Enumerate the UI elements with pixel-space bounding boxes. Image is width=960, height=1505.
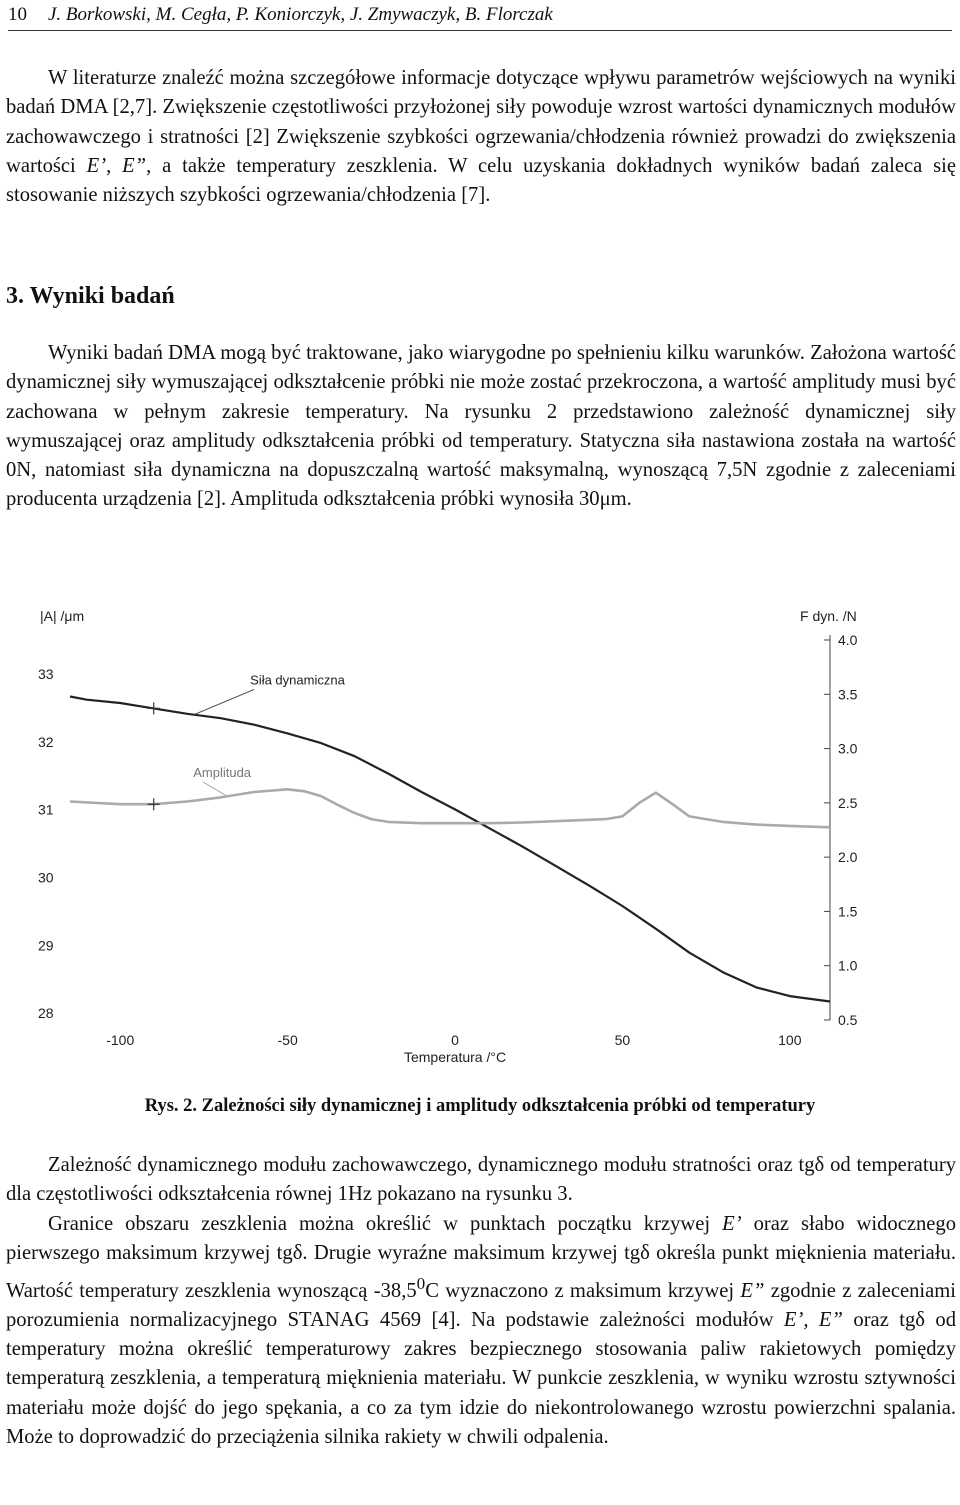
annotation-leader — [203, 782, 227, 796]
symbol-e-double-prime: E” — [740, 1279, 765, 1302]
annotation-leader — [194, 689, 254, 714]
y-right-tick-label: 2.0 — [838, 849, 858, 866]
x-tick-label: -100 — [106, 1032, 135, 1048]
y-left-axis-label: |A| /μm — [40, 608, 85, 624]
series-line-amplituda — [70, 789, 830, 827]
y-right-axis-label: F dyn. /N — [800, 608, 857, 624]
y-right-tick-label: 4.0 — [838, 632, 858, 648]
y-right-tick-label: 1.0 — [838, 957, 858, 974]
x-tick-label: 50 — [614, 1032, 631, 1048]
annotation-label: Amplituda — [193, 765, 252, 781]
symbol-e-prime: E’ — [722, 1213, 742, 1235]
annotation-label: Siła dynamiczna — [250, 672, 345, 688]
degree-superscript: 0 — [416, 1273, 426, 1293]
y-right-tick-label: 1.5 — [838, 903, 858, 920]
paragraph-glass-transition: Granice obszaru zeszklenia można określić w punktach początku krzywej E’ oraz słabo widocznego pierwszego maksimum krzywej tgδ. Drugie wyraźne maksimum krzywej tgδ określa punkt mięknienia materiału. Wartość temperatury zeszklenia wynoszącą -38,5$^0$C wyznaczono z maksimum krzywej E” zgodnie z zaleceniami porozumienia normalizacyjnego STANAG 4569 [4]. Na podstawie zależności modułów E’, E” oraz tgδ od temperatury można określić temperaturowy zakres bezpiecznego stosowania paliw rakietowych pomiędzy temperaturą zeszklenia, a temperaturą mięknienia materiału. W punkcie zeszklenia, w wyniku wzrostu sztywności materiału może dojść do jego spękania, a co za tym idzie do niekontrolowanego wzrostu powierzchni spalania. Może to doprowadzić do przeciążenia silnika rakiety w chwili odpalenia. — [6, 1213, 957, 1448]
symbol-e-moduli: E’, E” — [783, 1308, 843, 1331]
x-axis-label: Temperatura /°C — [403, 1049, 507, 1065]
y-right-tick-label: 3.5 — [838, 686, 858, 703]
figure-force-amplitude-chart — [0, 595, 960, 1075]
x-tick-label: -50 — [277, 1032, 298, 1048]
y-right-tick-label: 3.0 — [838, 740, 858, 757]
dma-chart — [0, 595, 960, 1075]
page-number: 10 — [8, 4, 27, 25]
header-rule — [8, 30, 952, 31]
x-tick-label: 100 — [778, 1032, 802, 1048]
y-left-tick-label: 29 — [38, 937, 54, 954]
y-right-tick-label: 0.5 — [838, 1012, 858, 1028]
figure-caption: Rys. 2. Zależności siły dynamicznej i amplitudy odkształcenia próbki od temperatury — [144, 1096, 816, 1116]
symbol-e-prime: E’ — [86, 154, 107, 177]
series-marker — [148, 798, 160, 810]
x-tick-label: 0 — [451, 1032, 459, 1048]
y-left-tick-label: 28 — [38, 1005, 54, 1022]
y-left-tick-label: 30 — [38, 869, 54, 886]
paragraph-dma-parameters: W literaturze znaleźć można szczegółowe informacje dotyczące wpływu parametrów wejściowych na wyniki badań DMA [2,7]. Zwiększenie częstotliwości przyłożonej siły powoduje wzrost wartości dynamicznych modułów zachowawczego i stratności [2] Zwiększenie szybkości ogrzewania/chłodzenia również prowadzi do zwiększenia wartości E’, E”, a także temperatury zeszklenia. W celu uzyskania dokładnych wyników badań zaleca się stosowanie niższych szybkości ogrzewania/chłodzenia [7]. — [6, 67, 956, 207]
section-heading: 3. Wyniki badań — [6, 283, 175, 309]
running-header-authors: J. Borkowski, M. Cegła, P. Koniorczyk, J. Zmywaczyk, B. Florczak — [48, 4, 553, 25]
series-line-sila-dynamiczna — [70, 697, 830, 1002]
y-left-tick-label: 31 — [38, 801, 54, 818]
symbol-e-double-prime: E” — [122, 154, 147, 177]
series-marker — [148, 702, 160, 714]
y-left-tick-label: 32 — [38, 733, 54, 750]
y-left-tick-label: 33 — [38, 665, 54, 682]
y-right-tick-label: 2.5 — [838, 794, 858, 811]
paragraph-modulus-dependence: Zależność dynamicznego modułu zachowawczego, dynamicznego modułu stratności oraz tgδ od temperatury dla częstotliwości odkształcenia równej 1Hz pokazano na rysunku 3. — [6, 1154, 956, 1206]
running-header — [8, 4, 948, 30]
paragraph-results: Wyniki badań DMA mogą być traktowane, jako wiarygodne po spełnieniu kilku warunków. Założona wartość dynamicznej siły wymuszającej odkształcenie próbki nie może zostać przekroczona, a wartość amplitudy musi być zachowana w pełnym zakresie temperatury. Na rysunku 2 przedstawiono zależność dynamicznej siły wymuszającej oraz amplitudy odkształcenia próbki od temperatury. Statyczna siła nastawiona została na wartość 0N, natomiast siła dynamiczna na dopuszczalną wartość maksymalną, wynoszącą 7,5N zgodnie z zaleceniami producenta urządzenia [2]. Amplituda odkształcenia próbki wynosiła 30μm. — [6, 342, 956, 511]
